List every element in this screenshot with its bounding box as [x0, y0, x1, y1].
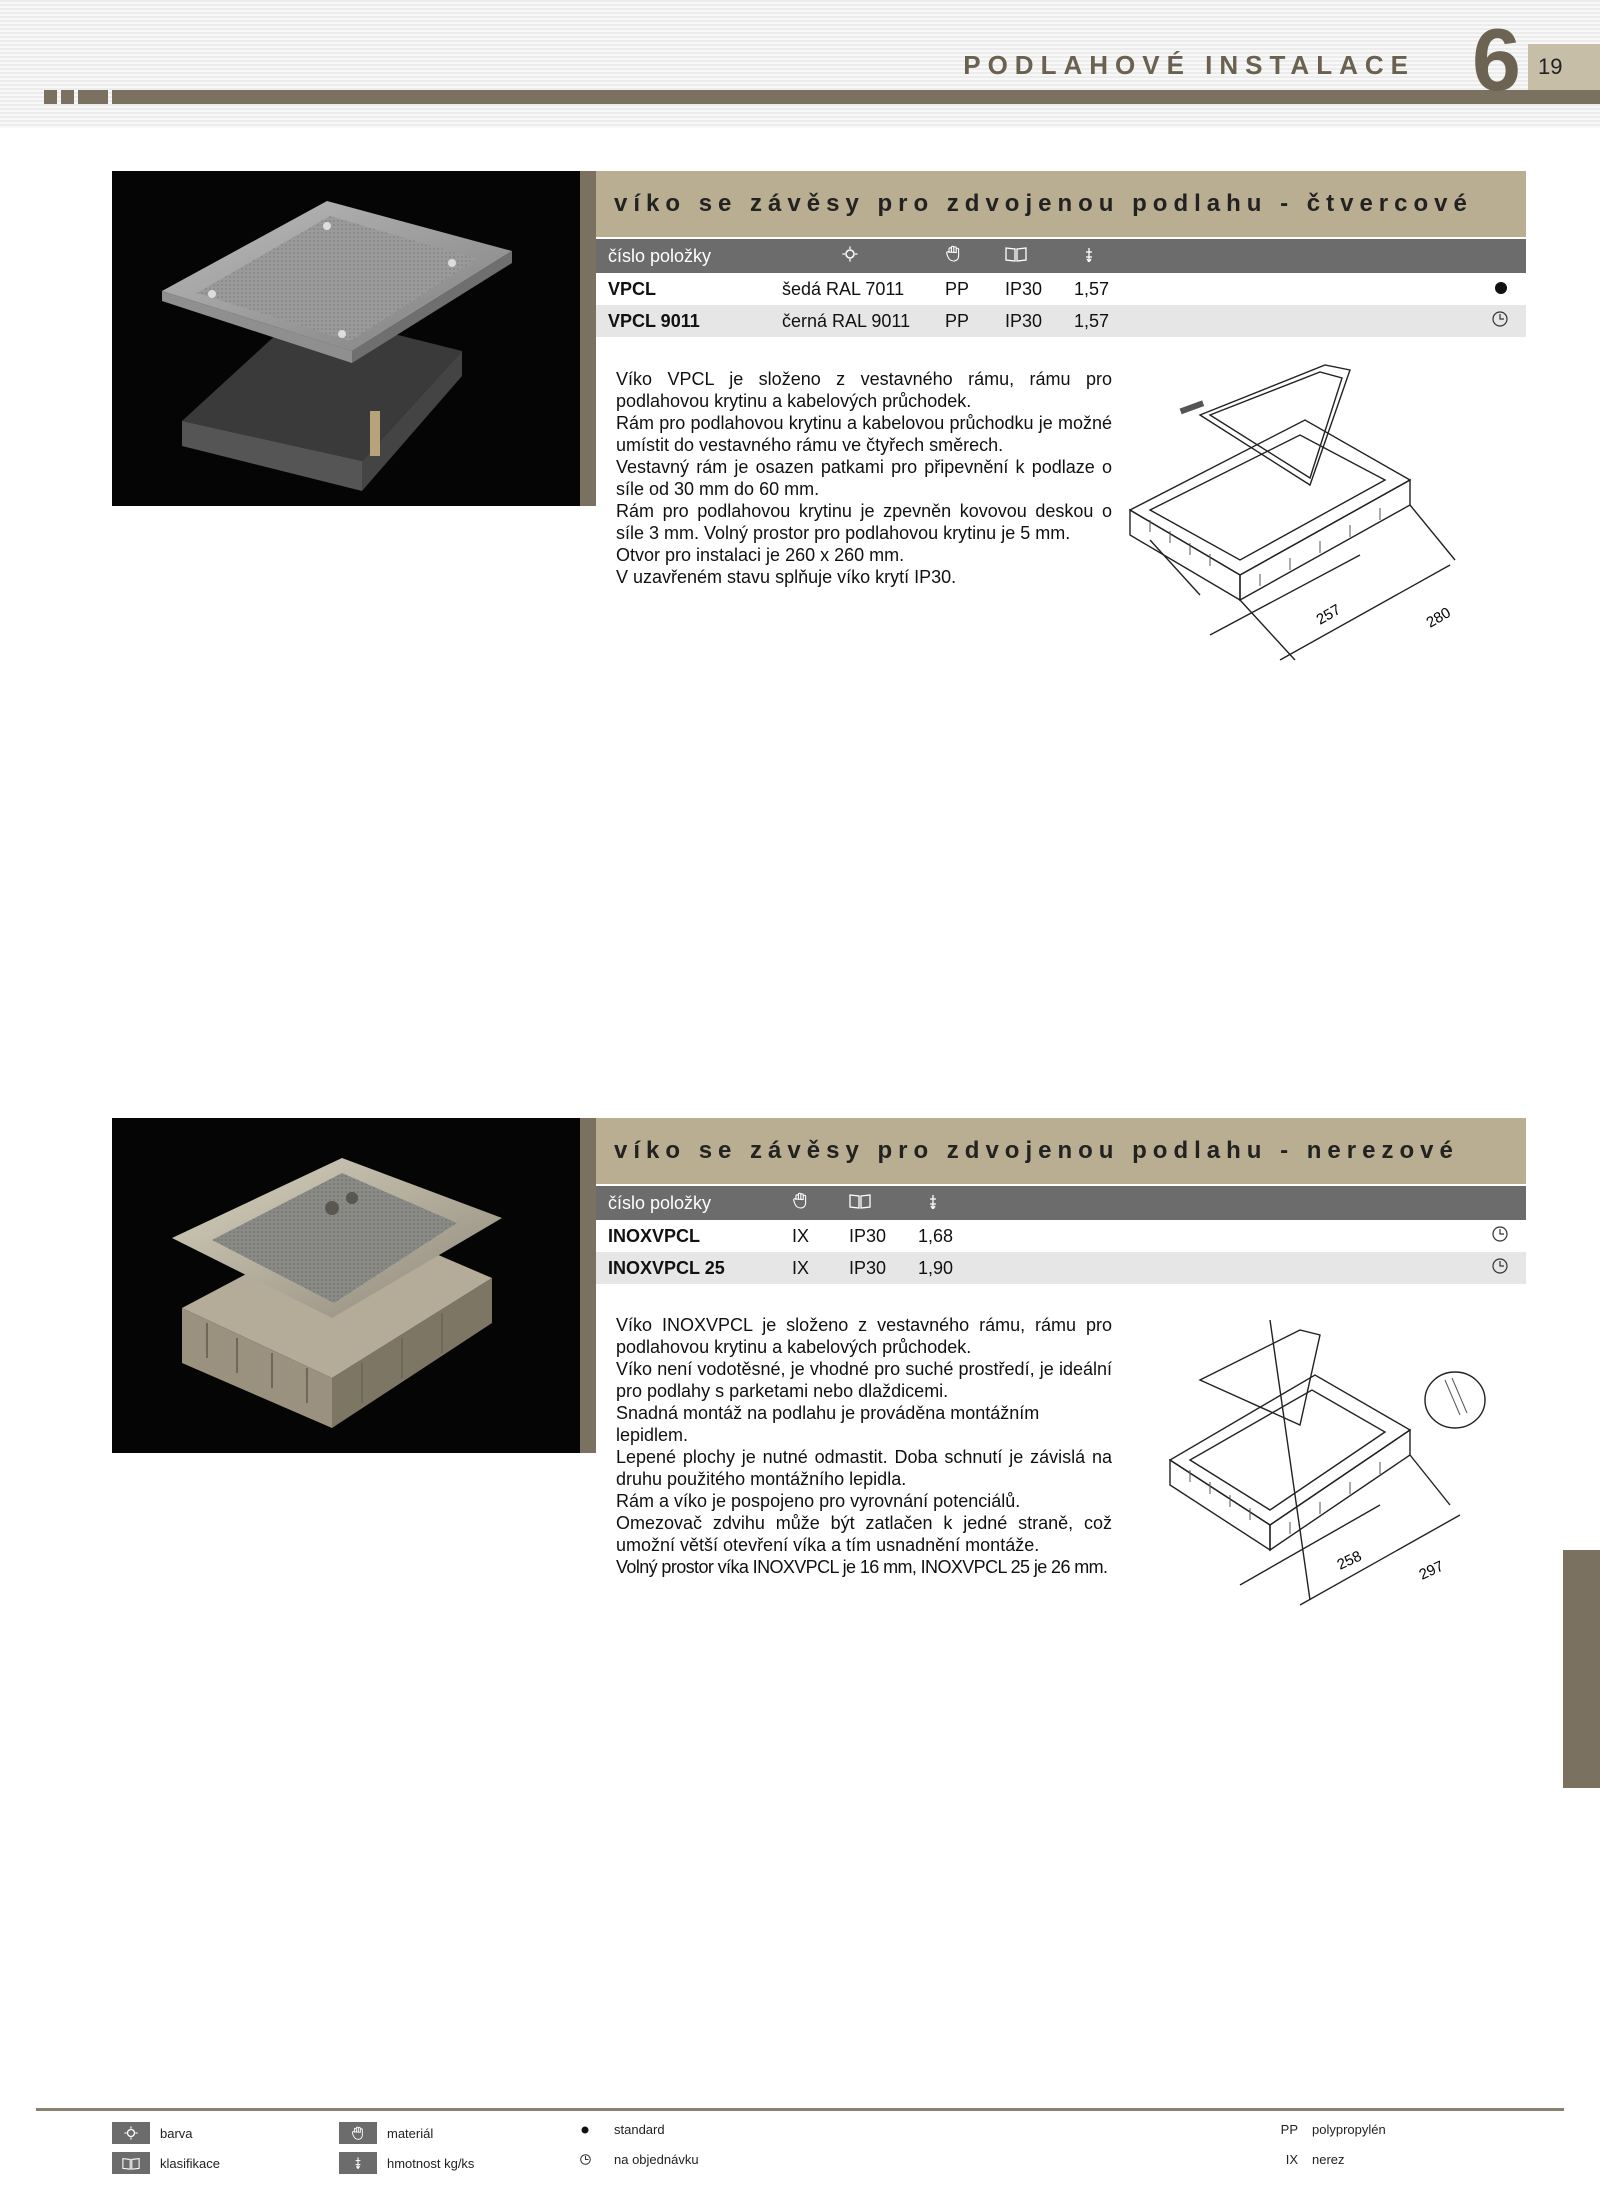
table-header — [596, 1186, 1526, 1220]
page-number: 19 — [1528, 44, 1600, 90]
clock-icon — [1492, 311, 1508, 332]
item-weight: 1,90 — [918, 1252, 1436, 1284]
description-paragraph: Rám pro podlahovou krytinu je zpevněn kovovou deskou o síle 3 mm. Volný prostor pro podlahovou krytinu je 5 mm. — [616, 501, 1112, 543]
description-paragraph: Víko INOXVPCL je složeno z vestavného rámu, rámu pro podlahovou krytinu a kabelových průchodek. — [616, 1315, 1112, 1357]
legend-label: materiál — [387, 2125, 434, 2141]
footer-line — [36, 2108, 1564, 2111]
section-title-vpcl: víko se závěsy pro zdvojenou podlahu - čtvercové — [596, 171, 1526, 237]
standard-dot-icon — [1494, 279, 1508, 300]
item-classification: IP30 — [849, 1220, 918, 1252]
item-color: šedá RAL 7011 — [782, 273, 945, 305]
item-code: INOXVPCL — [596, 1220, 792, 1252]
material-icon — [945, 245, 963, 268]
color-icon — [112, 2122, 150, 2144]
product-photo-vpcl — [112, 171, 596, 506]
photo-side-band — [580, 171, 596, 506]
description-paragraph: Otvor pro instalaci je 260 x 260 mm. — [616, 545, 905, 565]
legend-item-material — [339, 2122, 433, 2144]
item-weight: 1,68 — [918, 1220, 1436, 1252]
page-title: PODLAHOVÉ INSTALACE — [963, 50, 1415, 80]
weight-icon — [1084, 246, 1094, 267]
weight-icon — [928, 1193, 938, 1214]
dimension-drawing-vpcl — [1120, 360, 1520, 680]
description-paragraph: V uzavřeném stavu splňuje víko krytí IP30. — [616, 567, 957, 587]
chapter-side-tab — [1563, 1550, 1600, 1788]
header-square — [61, 90, 74, 104]
legend-item-on-order — [566, 2152, 699, 2167]
table-row — [596, 273, 1526, 305]
legend-label: standard — [614, 2122, 665, 2137]
legend-item-classification — [112, 2152, 220, 2174]
description-paragraph: Snadná montáž na podlahu je prováděna montážním lepidlem. — [616, 1403, 1040, 1445]
description-paragraph: Rám a víko je pospojeno pro vyrovnání potenciálů. — [616, 1491, 1021, 1511]
table-row — [596, 1252, 1526, 1284]
material-icon — [792, 1192, 810, 1215]
description-paragraph: Omezovač zdvihu může být zatlačen k jedné straně, což umožní větší otevření víka a tím usnadnění montáže. — [616, 1513, 1112, 1555]
dimension-label: 257 — [1313, 601, 1344, 629]
clock-icon — [1492, 1258, 1508, 1279]
floor-box-illustration — [112, 171, 580, 506]
description-paragraph: Víko není vodotěsné, je vhodné pro suché prostředí, je ideální pro podlahy s parketami nebo dlaždicemi. — [616, 1359, 1112, 1401]
legend-abbreviation: PP — [1280, 2122, 1298, 2137]
dimension-label: 258 — [1334, 1547, 1365, 1574]
color-icon — [842, 246, 858, 267]
product-photo-inoxvpcl — [112, 1118, 596, 1453]
legend-label: nerez — [1312, 2152, 1345, 2167]
legend-item-ix — [1262, 2152, 1345, 2167]
photo-side-band — [580, 1118, 596, 1453]
legend-item-color — [112, 2122, 193, 2144]
floor-box-illustration — [112, 1118, 580, 1453]
description-paragraph: Víko VPCL je složeno z vestavného rámu, rámu pro podlahovou krytinu a kabelových průchodek. — [616, 369, 1112, 411]
classification-icon — [849, 1193, 871, 1214]
legend-item-standard — [566, 2122, 665, 2137]
classification-icon — [1005, 246, 1027, 267]
product-table-inoxvpcl — [596, 1186, 1526, 1284]
legend-label: polypropylén — [1312, 2122, 1386, 2137]
description-paragraph: Rám pro podlahovou krytinu a kabelovou průchodku je možné umístit do vestavného rámu ve čtyřech směrech. — [616, 413, 1112, 455]
description-inoxvpcl — [616, 1314, 1112, 1578]
header-bar — [112, 90, 1600, 104]
item-material: PP — [945, 273, 1005, 305]
legend-label: hmotnost kg/ks — [387, 2155, 475, 2171]
weight-icon — [339, 2152, 377, 2174]
table-row — [596, 305, 1526, 337]
header-square — [78, 90, 108, 104]
item-classification: IP30 — [1005, 273, 1074, 305]
standard-dot-icon — [566, 2126, 604, 2134]
item-material: IX — [792, 1252, 849, 1284]
legend-item-pp — [1262, 2122, 1386, 2137]
clock-icon — [1492, 1226, 1508, 1247]
description-paragraph: Vestavný rám je osazen patkami pro připevnění k podlaze o síle od 30 mm do 60 mm. — [616, 457, 1112, 499]
item-weight: 1,57 — [1074, 305, 1436, 337]
chapter-number: 6 — [1472, 10, 1521, 109]
description-paragraph: Volný prostor víka INOXVPCL je 16 mm, INOXVPCL 25 je 26 mm. — [616, 1557, 1108, 1577]
legend-label: klasifikace — [160, 2155, 220, 2171]
item-classification: IP30 — [1005, 305, 1074, 337]
table-row — [596, 1220, 1526, 1252]
section-title-inoxvpcl: víko se závěsy pro zdvojenou podlahu - nerezové — [596, 1118, 1526, 1184]
item-color: černá RAL 9011 — [782, 305, 945, 337]
legend-item-weight — [339, 2152, 474, 2174]
clock-icon — [566, 2154, 604, 2165]
dimension-label: 280 — [1423, 604, 1454, 632]
dimension-label: 297 — [1416, 1557, 1447, 1584]
column-header-item-number: číslo položky — [596, 1186, 792, 1220]
legend-label: barva — [160, 2125, 193, 2141]
item-code: INOXVPCL 25 — [596, 1252, 792, 1284]
dimension-drawing-inoxvpcl — [1160, 1320, 1530, 1630]
item-weight: 1,57 — [1074, 273, 1436, 305]
header-square — [44, 90, 57, 104]
item-material: IX — [792, 1220, 849, 1252]
table-header — [596, 239, 1526, 273]
legend-abbreviation: IX — [1285, 2152, 1298, 2167]
description-paragraph: Lepené plochy je nutné odmastit. Doba schnutí je závislá na druhu použitého montážního lepidla. — [616, 1447, 1112, 1489]
item-code: VPCL 9011 — [596, 305, 782, 337]
item-code: VPCL — [596, 273, 782, 305]
product-table-vpcl — [596, 239, 1526, 337]
description-vpcl — [616, 368, 1112, 588]
classification-icon — [112, 2152, 150, 2174]
legend-label: na objednávku — [614, 2152, 699, 2167]
column-header-item-number: číslo položky — [596, 239, 782, 273]
item-material: PP — [945, 305, 1005, 337]
material-icon — [339, 2122, 377, 2144]
item-classification: IP30 — [849, 1252, 918, 1284]
